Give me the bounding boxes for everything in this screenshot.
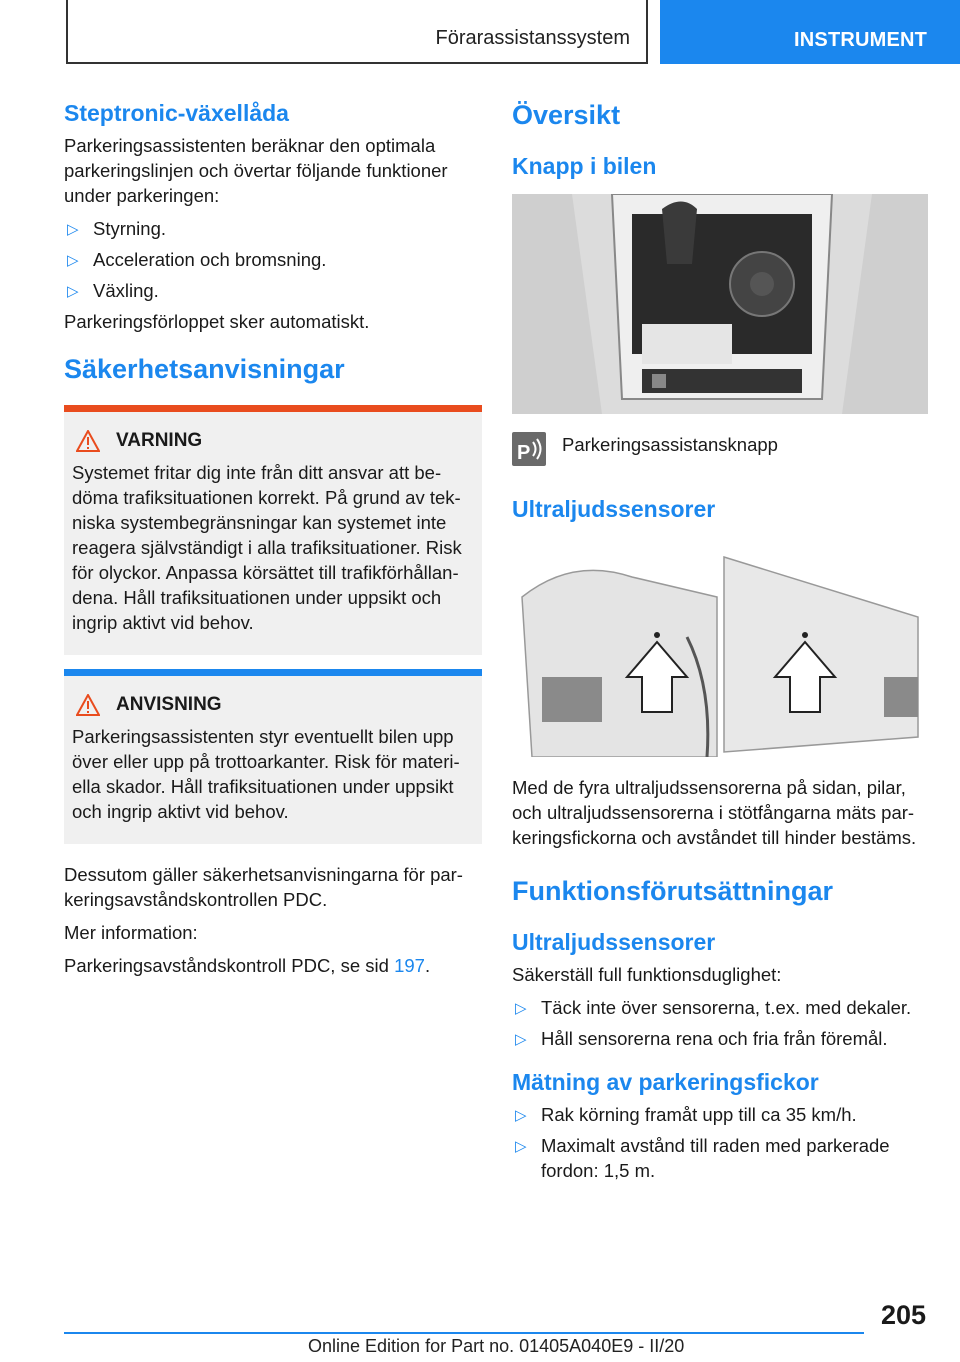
chapter-label: INSTRUMENT [794, 29, 928, 51]
page-number: 205 [880, 1300, 926, 1330]
req-sensors-list [512, 995, 930, 1051]
sensors-photo [512, 537, 928, 757]
console-photo [512, 194, 928, 414]
measure-list [512, 1102, 930, 1183]
warning-label: VARNING [116, 430, 203, 451]
more-info-text: Mer information: [64, 922, 198, 943]
list-item: ▷ Håll sensorerna rena och fria från föremål. [512, 1026, 930, 1051]
footer-edition: Online Edition for Part no. 01405A040E9 - II/20 [308, 1336, 685, 1356]
req-sensors-heading: Ultraljudssensorer [512, 929, 716, 955]
parking-assist-button-icon [512, 432, 546, 466]
button-caption-text: Parkeringsassistansknapp [562, 434, 778, 455]
triangle-bullet-icon: ▷ [515, 1000, 527, 1017]
left-column [64, 100, 482, 986]
notice-text: Parkeringsassistenten styr eventuellt bilen upp över eller upp på trottoarkanter. Risk för materi- ella skador. Håll trafiksituationen under uppsikt och ingrip aktivt vid behov. [72, 726, 460, 822]
list-item: ▷ Täck inte över sensorerna, t.ex. med dekaler. [512, 995, 930, 1020]
header-chapter-tab [660, 0, 960, 64]
steptronic-list [64, 216, 482, 303]
list-item: ▷ Växling. [64, 278, 482, 303]
warning-callout [64, 405, 482, 655]
req-sensors-intro: Säkerställ full funktionsduglighet: [512, 964, 782, 985]
notice-callout [64, 669, 482, 844]
triangle-bullet-icon: ▷ [67, 221, 79, 238]
right-column [512, 100, 930, 1189]
page-ref-link[interactable]: 197 [394, 955, 425, 976]
measure-heading: Mätning av parkeringsfickor [512, 1069, 819, 1095]
pdc-reference: Parkeringsavståndskontroll PDC, se sid 197. [64, 955, 431, 976]
list-item: ▷ Styrning. [64, 216, 482, 241]
triangle-bullet-icon: ▷ [515, 1107, 527, 1124]
button-heading: Knapp i bilen [512, 153, 657, 179]
triangle-bullet-icon: ▷ [67, 283, 79, 300]
footer-divider [64, 1332, 864, 1334]
triangle-bullet-icon: ▷ [515, 1138, 527, 1155]
header-section-title [66, 0, 648, 64]
warning-triangle-icon [76, 430, 100, 452]
steptronic-outro: Parkeringsförloppet sker automatiskt. [64, 311, 370, 332]
steptronic-intro: Parkeringsassistenten beräknar den optimala parkeringslinjen och övertar följande funktioner under parkeringen: [64, 135, 448, 206]
notice-label: ANVISNING [116, 694, 222, 715]
section-label: Förarassistanssystem [435, 27, 630, 49]
button-caption [512, 432, 930, 466]
svg-text:P: P [517, 442, 531, 464]
triangle-bullet-icon: ▷ [67, 252, 79, 269]
sensors-text: Med de fyra ultraljudssensorerna på sidan, pilar, och ultraljudssensorerna i stötfångarna mäts par- keringsfickorna och avståndet till hinder bestäms. [512, 777, 917, 848]
notice-triangle-icon [76, 694, 100, 716]
steptronic-heading: Steptronic-växellåda [64, 100, 289, 126]
sensors-heading: Ultraljudssensorer [512, 496, 716, 522]
overview-heading: Översikt [512, 100, 621, 130]
warning-text: Systemet fritar dig inte från ditt ansvar att be- döma trafiksituationen korrekt. På grund av tek- niska systembegränsningar kan systemet inte reagera självständigt i alla trafiksituationer. Risk för olyckor. Anpassa körsättet till trafikförhållan- dena. Håll trafiksituationen under uppsikt och ingrip aktivt vid behov. [72, 462, 462, 633]
list-item: ▷ Rak körning framåt upp till ca 35 km/h. [512, 1102, 930, 1127]
list-item: ▷ Maximalt avstånd till raden med parkerade fordon: 1,5 m. [515, 1135, 890, 1181]
safety-extra-text: Dessutom gäller säkerhetsanvisningarna för par- keringsavståndskontrollen PDC. [64, 864, 463, 910]
list-item: ▷ Acceleration och bromsning. [64, 247, 482, 272]
safety-heading: Säkerhetsanvisningar [64, 354, 345, 384]
triangle-bullet-icon: ▷ [515, 1031, 527, 1048]
requirements-heading: Funktionsförutsättningar [512, 876, 833, 906]
